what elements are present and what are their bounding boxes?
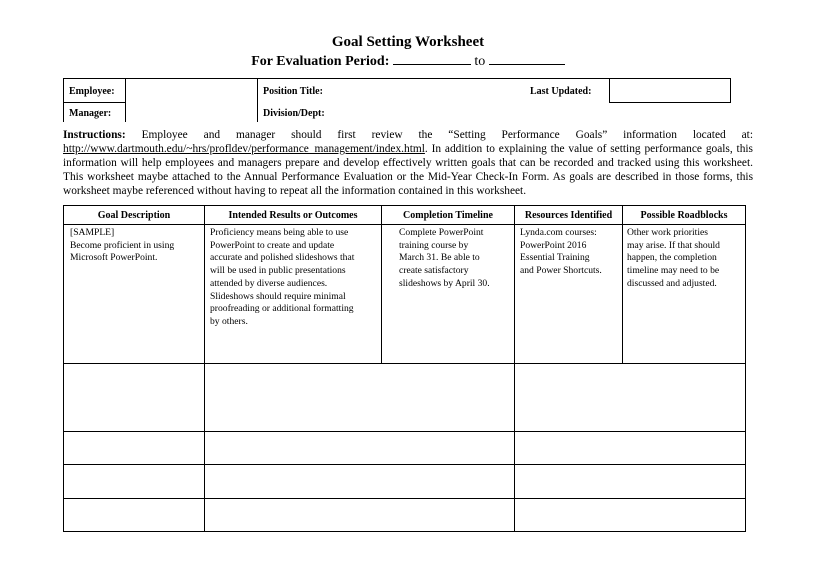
page-title: Goal Setting Worksheet xyxy=(331,34,485,50)
header-possible-roadblocks: Possible Roadblocks xyxy=(640,210,728,221)
header-completion-timeline: Completion Timeline xyxy=(403,210,493,221)
sample-completion-timeline: Complete PowerPoint training course by March 31. Be able to create satisfactory slideshows by April 30. xyxy=(399,227,490,289)
instructions-lead: Instructions: xyxy=(63,129,126,141)
last-updated-label: Last Updated: xyxy=(530,86,592,97)
sample-intended-results: Proficiency means being able to use PowerPoint to create and update accurate and polished slideshows that will be used in public presentations attended by diverse audiences. Slideshows should require minimal proofreading or additional formatting by others. xyxy=(210,227,355,327)
position-title-label: Position Title: xyxy=(263,86,323,97)
header-resources-identified: Resources Identified xyxy=(524,210,613,221)
employee-field[interactable] xyxy=(126,80,256,101)
manager-label: Manager: xyxy=(69,108,112,119)
table-row[interactable] xyxy=(64,465,745,498)
table-row[interactable] xyxy=(64,432,745,464)
evaluation-period-label: For Evaluation Period: xyxy=(251,54,390,69)
employee-label: Employee: xyxy=(69,86,115,97)
instructions-text-2: . In addition to explaining the value of setting performance goals, this information will help employees and managers prepare and develop effectively written goals that can be recorded and tracked using this worksheet. This worksheet maybe attached to the Annual Performance Evaluation or the Mid-Year Check-In Form. As goals are described in those forms, this worksheet maybe referenced without having to repeat all the information contained in this worksheet. xyxy=(63,143,753,197)
sample-goal-description: [SAMPLE] Become proficient in using Microsoft PowerPoint. xyxy=(70,227,175,264)
last-updated-field[interactable] xyxy=(610,80,729,101)
sample-possible-roadblocks: Other work priorities may arise. If that should happen, the completion timeline may need to be discussed and adjusted. xyxy=(627,227,720,289)
instructions-paragraph xyxy=(63,128,753,198)
header-goal-description: Goal Description xyxy=(97,210,171,221)
performance-management-link[interactable]: http://www.dartmouth.edu/~hrs/profldev/performance_management/index.html xyxy=(63,143,425,155)
evaluation-period xyxy=(0,51,816,70)
table-row[interactable] xyxy=(64,499,745,531)
division-label: Division/Dept: xyxy=(263,108,325,119)
instructions-text-1: Employee and manager should first review the “Setting Performance Goals” information located at: xyxy=(141,129,753,141)
period-start-field[interactable] xyxy=(393,51,471,65)
header-intended-results: Intended Results or Outcomes xyxy=(228,210,358,221)
employee-info-table xyxy=(63,78,731,122)
sample-resources-identified: Lynda.com courses: PowerPoint 2016 Essential Training and Power Shortcuts. xyxy=(520,227,602,277)
manager-field[interactable] xyxy=(126,103,256,122)
period-end-field[interactable] xyxy=(489,51,565,65)
period-to-label: to xyxy=(474,54,486,69)
goals-table xyxy=(63,205,746,532)
table-row[interactable] xyxy=(64,364,745,431)
